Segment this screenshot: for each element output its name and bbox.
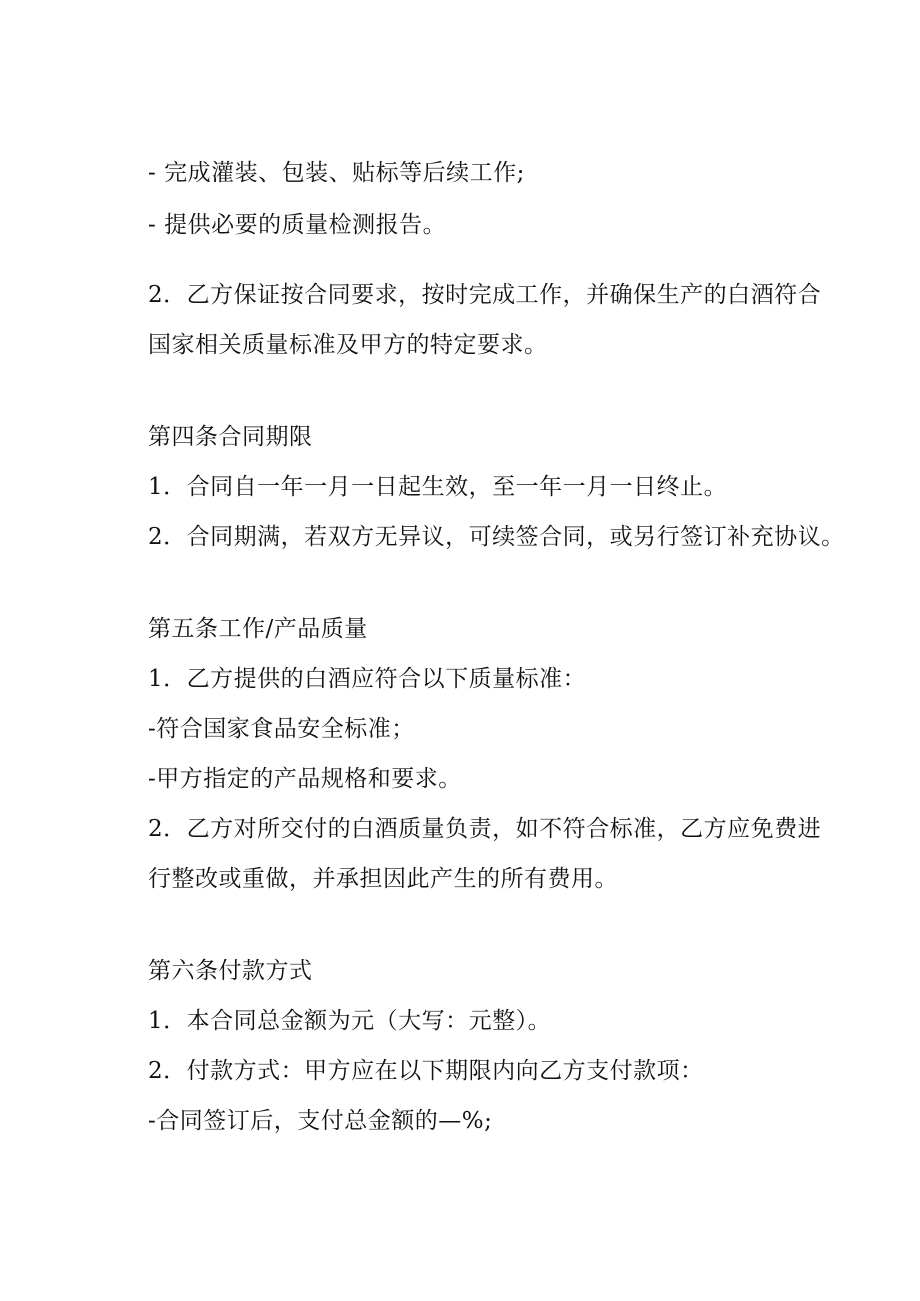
paragraph-line: 国家相关质量标准及甲方的特定要求。 (148, 332, 548, 358)
paragraph-line: 2．付款方式：甲方应在以下期限内向乙方支付款项： (148, 1058, 704, 1084)
paragraph-line: 1．合同自一年一月一日起生效，至一年一月一日终止。 (148, 474, 728, 500)
list-item-quality-report: - 提供必要的质量检测报告。 (148, 212, 447, 238)
list-item: -符合国家食品安全标准； (148, 716, 415, 742)
list-item: -合同签订后，支付总金额的—%; (148, 1108, 493, 1134)
list-item-filling-packaging: - 完成灌装、包装、贴标等后续工作; (148, 160, 525, 186)
paragraph-line: 行整改或重做，并承担因此产生的所有费用。 (148, 866, 618, 892)
paragraph-line: 1．本合同总金额为元（大写：元整）。 (148, 1008, 552, 1034)
section-heading-contract-term: 第四条合同期限 (148, 424, 313, 450)
section-heading-payment: 第六条付款方式 (148, 958, 313, 984)
paragraph-line: 2．乙方对所交付的白酒质量负责，如不符合标准，乙方应免费进 (148, 816, 822, 842)
paragraph-line: 2．乙方保证按合同要求，按时完成工作，并确保生产的白酒符合 (148, 282, 822, 308)
list-item: -甲方指定的产品规格和要求。 (148, 766, 462, 792)
section-heading-quality: 第五条工作/产品质量 (148, 616, 368, 642)
paragraph-line: 1．乙方提供的白酒应符合以下质量标准： (148, 666, 587, 692)
paragraph-line: 2．合同期满，若双方无异议，可续签合同，或另行签订补充协议。 (148, 524, 845, 550)
